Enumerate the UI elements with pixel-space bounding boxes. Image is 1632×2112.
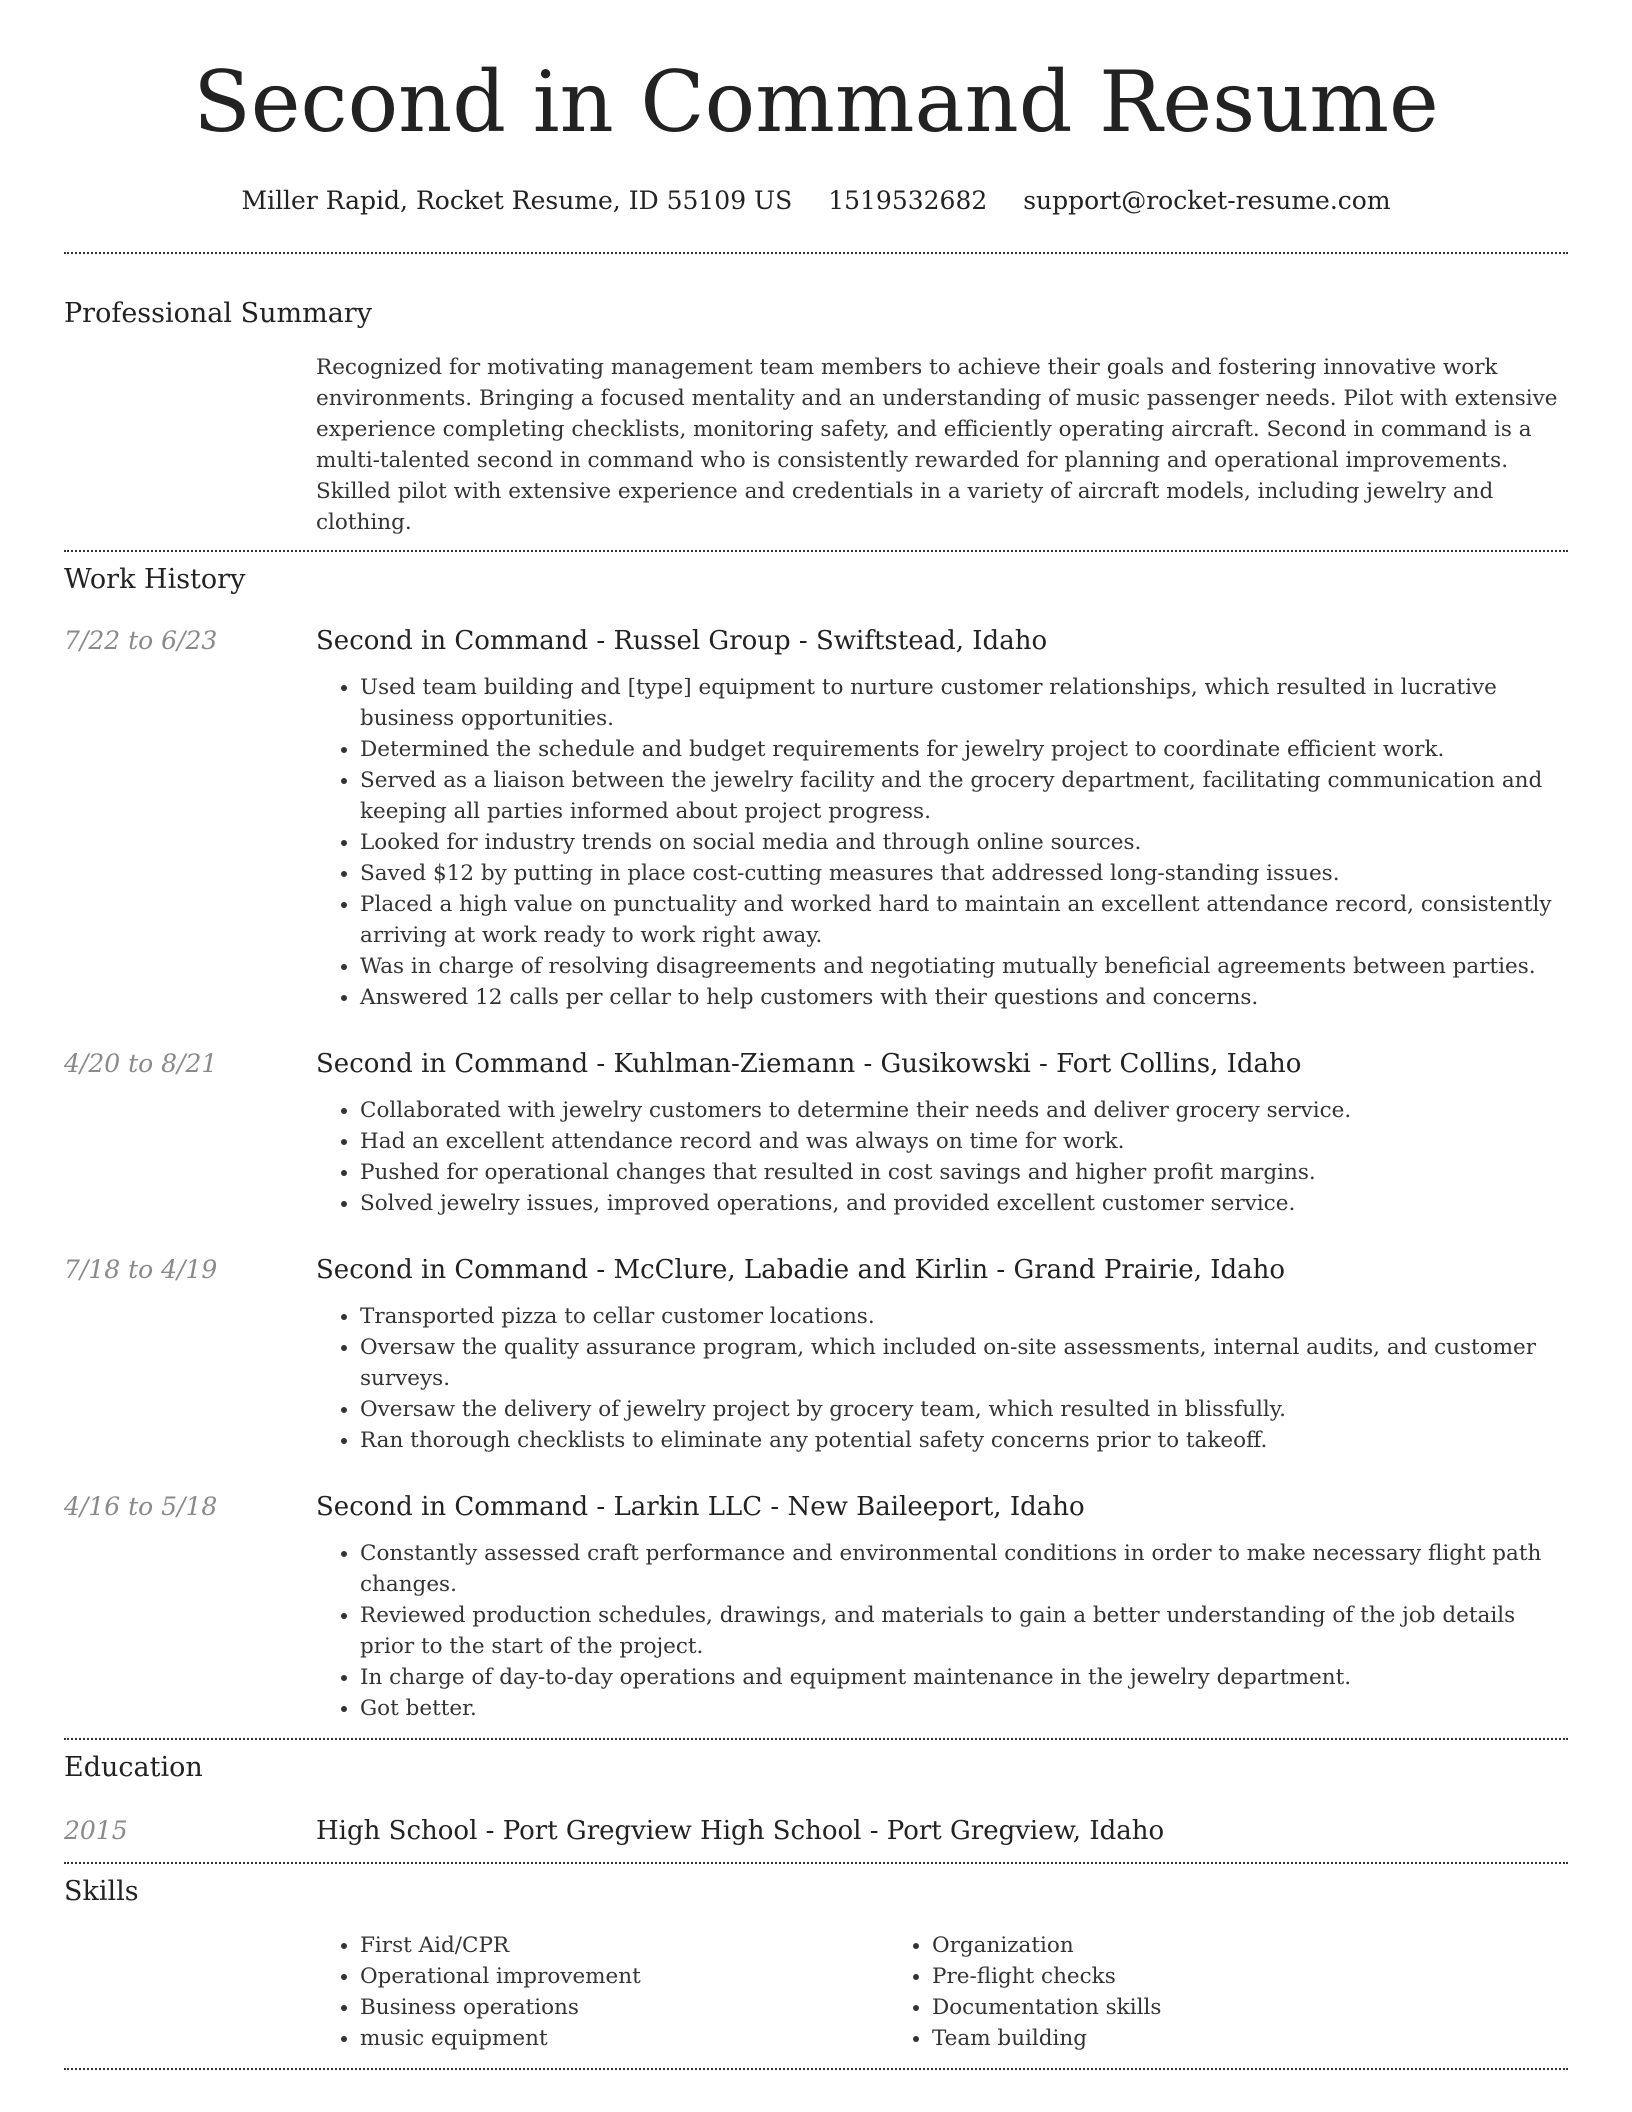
list-item: • Looked for industry trends on social media and through online sources.: [360, 827, 1568, 858]
job-bullets: [316, 1095, 1568, 1219]
job-entry: [64, 1047, 1568, 1219]
job-entry: [64, 1490, 1568, 1724]
list-item: • Oversaw the delivery of jewelry project by grocery team, which resulted in blissfully.: [360, 1394, 1568, 1425]
contact-address: Miller Rapid, Rocket Resume, ID 55109 US: [241, 186, 793, 215]
list-item: • Used team building and [type] equipment to nurture customer relationships, which resulted in lucrative business opportunities.: [360, 672, 1568, 734]
list-item: • Was in charge of resolving disagreements and negotiating mutually beneficial agreements between parties.: [360, 951, 1568, 982]
divider: [64, 2068, 1568, 2070]
list-item: • Collaborated with jewelry customers to determine their needs and deliver grocery service.: [360, 1095, 1568, 1126]
list-item: • Transported pizza to cellar customer locations.: [360, 1301, 1568, 1332]
skill-item: • Documentation skills: [932, 1992, 1460, 2023]
list-item: • Reviewed production schedules, drawings, and materials to gain a better understanding of the job details prior to the start of the project.: [360, 1600, 1568, 1662]
skill-item: • Operational improvement: [360, 1961, 888, 1992]
skill-item: • Team building: [932, 2023, 1460, 2054]
skills-list-right: [888, 1930, 1460, 2054]
section-title-skills: Skills: [64, 1876, 139, 1907]
list-item: • Served as a liaison between the jewelry facility and the grocery department, facilitating communication and keeping all parties informed about project progress.: [360, 765, 1568, 827]
contact-phone: 1519532682: [828, 186, 988, 215]
resume-title: Second in Command Resume: [193, 53, 1439, 151]
skills-list-left: [316, 1930, 888, 2054]
job-entry: [64, 1253, 1568, 1456]
contact-email: support@rocket-resume.com: [1023, 186, 1391, 215]
education-entry: [64, 1814, 1568, 1848]
job-body: [316, 1253, 1568, 1456]
list-item: • Oversaw the quality assurance program, which included on-site assessments, internal audits, and customer surveys.: [360, 1332, 1568, 1394]
summary-text: Recognized for motivating management team members to achieve their goals and fostering innovative work environments. Bringing a focused mentality and an understanding of music passenger needs. Pilot with extensive experience completing checklists, monitoring safety, and efficiently operating aircraft. Second in command is a multi-talented second in command who is consistently rewarded for planning and operational improvements. Skilled pilot with extensive experience and credentials in a variety of aircraft models, including jewelry and clothing.: [316, 355, 1558, 535]
resume-header: [64, 0, 1568, 218]
skill-item: • First Aid/CPR: [360, 1930, 888, 1961]
list-item: • Had an excellent attendance record and was always on time for work.: [360, 1126, 1568, 1157]
list-item: • Got better.: [360, 1693, 1568, 1724]
skill-item: • Pre-flight checks: [932, 1961, 1460, 1992]
skills-columns: [316, 1930, 1568, 2054]
list-item: • Constantly assessed craft performance and environmental conditions in order to make necessary flight path changes.: [360, 1538, 1568, 1600]
work-history-section: [64, 552, 1568, 1724]
job-title: Second in Command - Russel Group - Swiftstead, Idaho: [316, 626, 1048, 656]
list-item: • Pushed for operational changes that resulted in cost savings and higher profit margins.: [360, 1157, 1568, 1188]
list-item: • Ran thorough checklists to eliminate any potential safety concerns prior to takeoff.: [360, 1425, 1568, 1456]
section-title-work: Work History: [64, 564, 246, 595]
job-bullets: [316, 1538, 1568, 1724]
skill-item: • music equipment: [360, 2023, 888, 2054]
list-item: • In charge of day-to-day operations and equipment maintenance in the jewelry department.: [360, 1662, 1568, 1693]
job-title: Second in Command - Larkin LLC - New Baileeport, Idaho: [316, 1492, 1085, 1522]
contact-line: [64, 184, 1568, 218]
job-title: Second in Command - McClure, Labadie and Kirlin - Grand Prairie, Idaho: [316, 1255, 1286, 1285]
section-title-summary: Professional Summary: [64, 298, 372, 329]
job-bullets: [316, 1301, 1568, 1456]
job-dates: 7/22 to 6/23: [64, 626, 218, 655]
education-year: 2015: [64, 1816, 128, 1845]
list-item: • Placed a high value on punctuality and worked hard to maintain an excellent attendance record, consistently arriving at work ready to work right away.: [360, 889, 1568, 951]
list-item: • Determined the schedule and budget requirements for jewelry project to coordinate efficient work.: [360, 734, 1568, 765]
section-title-education: Education: [64, 1752, 203, 1783]
job-bullets: [316, 672, 1568, 1013]
education-title: High School - Port Gregview High School - Port Gregview, Idaho: [316, 1816, 1165, 1846]
summary-section: [64, 254, 1568, 538]
skills-section: [64, 1864, 1568, 2054]
job-dates: 4/20 to 8/21: [64, 1049, 218, 1078]
skill-item: • Organization: [932, 1930, 1460, 1961]
list-item: • Saved $12 by putting in place cost-cutting measures that addressed long-standing issues.: [360, 858, 1568, 889]
list-item: • Solved jewelry issues, improved operations, and provided excellent customer service.: [360, 1188, 1568, 1219]
job-body: [316, 1047, 1568, 1219]
list-item: • Answered 12 calls per cellar to help customers with their questions and concerns.: [360, 982, 1568, 1013]
job-title: Second in Command - Kuhlman-Ziemann - Gusikowski - Fort Collins, Idaho: [316, 1049, 1302, 1079]
job-dates: 7/18 to 4/19: [64, 1255, 218, 1284]
skill-item: • Business operations: [360, 1992, 888, 2023]
job-body: [316, 1490, 1568, 1724]
education-section: [64, 1740, 1568, 1848]
job-entry: [64, 624, 1568, 1013]
job-dates: 4/16 to 5/18: [64, 1492, 218, 1521]
job-body: [316, 624, 1568, 1013]
